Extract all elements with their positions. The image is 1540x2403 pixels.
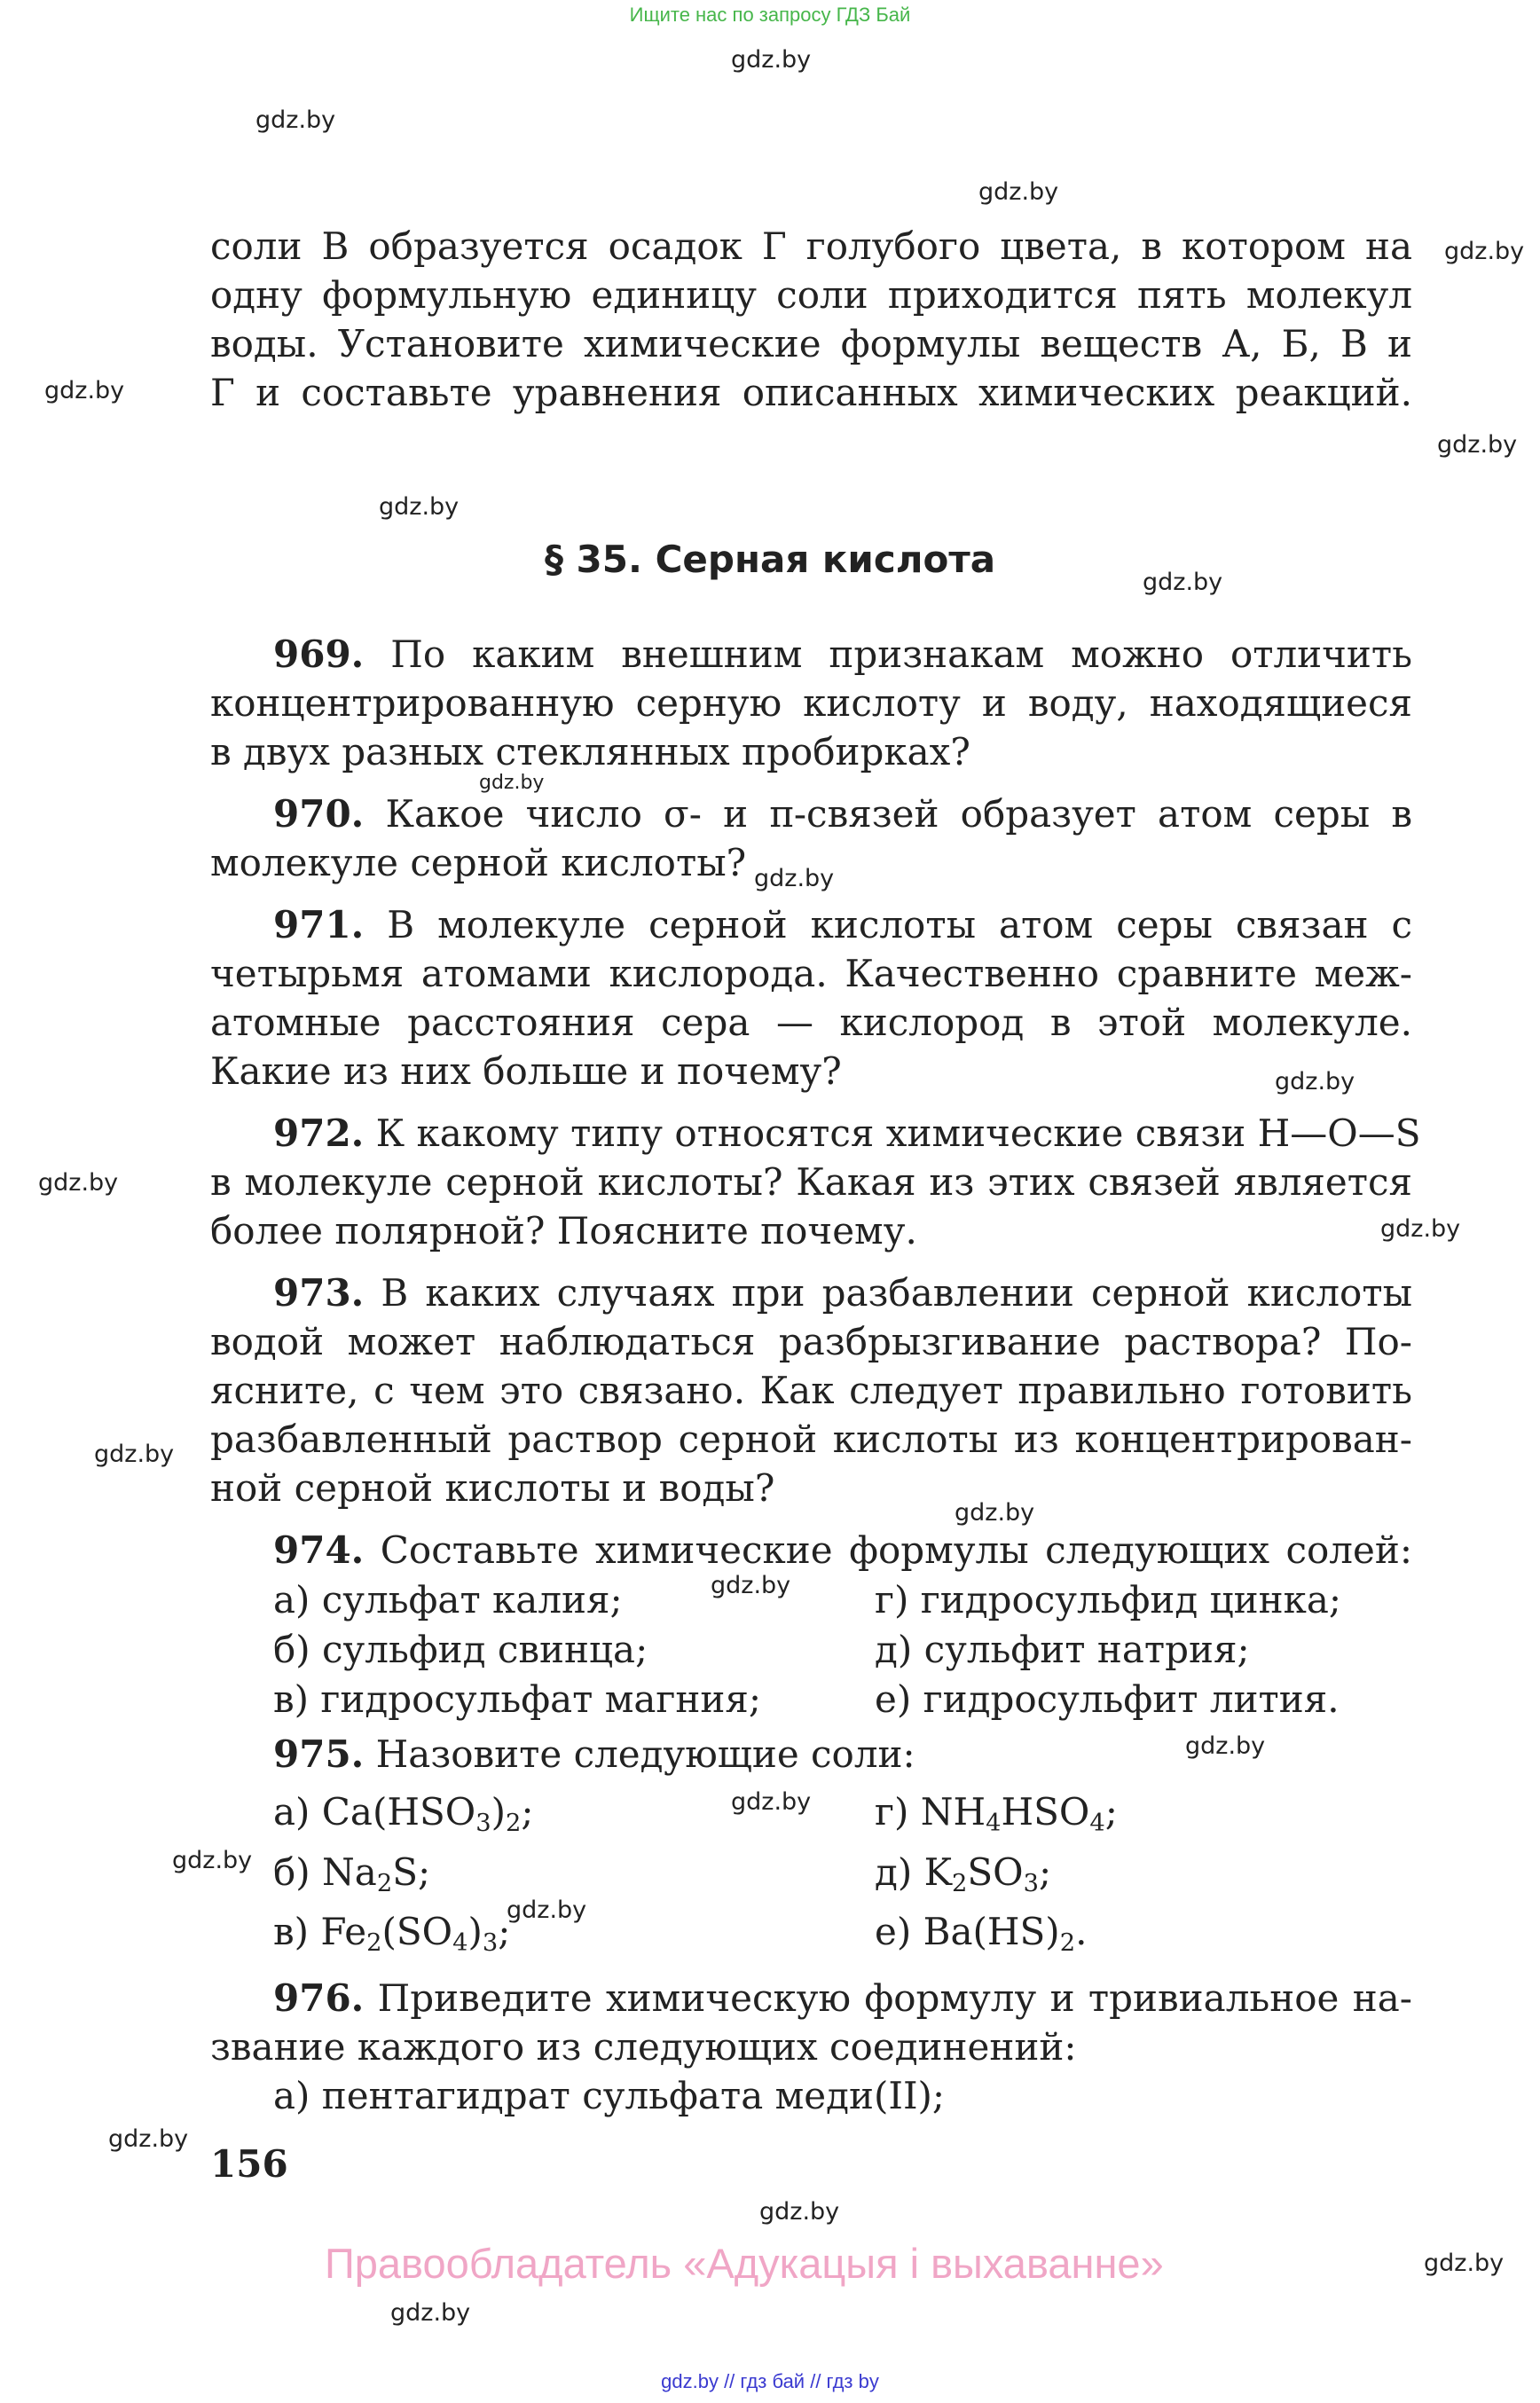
task-976-line — [273, 1974, 1412, 2022]
text-line: Г и составьте уравнения описанных химических реакций. — [210, 371, 1412, 414]
text-line: одну формульную единицу соли приходится пять молекул — [210, 273, 1412, 317]
formula-e: е) $Ba(HS)_2$. — [875, 1910, 1088, 1957]
formula-b: б) $Na_2S$; — [273, 1850, 431, 1897]
top-search-link[interactable]: Ищите нас по запросу ГДЗ Бай — [629, 4, 911, 26]
formula-a: а) $Ca(HSO_3)_2$; — [273, 1790, 534, 1837]
watermark: gdz.by — [955, 1499, 1035, 1527]
task-text: Приведите химическую формулу и тривиальное на- — [377, 1976, 1412, 2020]
task-text: Назовите следующие соли: — [375, 1732, 915, 1776]
watermark: gdz.by — [1143, 569, 1223, 596]
text-line: звание каждого из следующих соединений: — [210, 2025, 1077, 2069]
text-line: Какие из них больше и почему? — [210, 1049, 842, 1093]
task-text: В молекуле серной кислоты атом серы связан с — [387, 903, 1412, 946]
formula-v: в) $Fe_2(SO_4)_3$; — [273, 1910, 511, 1957]
option-g: г) гидросульфид цинка; — [875, 1578, 1342, 1622]
copyright-notice: Правообладатель «Адукацыя і выхаванне» — [325, 2240, 1164, 2287]
text-line: концентрированную серную кислоту и воду, находящиеся — [210, 681, 1412, 725]
option-b: б) сульфид свинца; — [273, 1628, 648, 1671]
footer-links[interactable]: gdz.by // гдз бай // гдз by — [661, 2370, 879, 2392]
section-title: § 35. Серная кислота — [544, 538, 996, 581]
watermark: gdz.by — [1275, 1068, 1355, 1095]
watermark: gdz.by — [44, 377, 125, 404]
text-line: ясните, с чем это связано. Как следует правильно готовить — [210, 1369, 1412, 1412]
task-number: 974. — [273, 1528, 365, 1572]
task-number: 971. — [273, 903, 365, 946]
task-text: К какому типу относятся химические связи H—O—S — [375, 1111, 1421, 1155]
formula-g: г) $NH_4HSO_4$; — [875, 1790, 1118, 1837]
text-line: разбавленный раствор серной кислоты из концентрирован- — [210, 1417, 1412, 1461]
task-number: 969. — [273, 632, 365, 676]
watermark: gdz.by — [108, 2125, 189, 2153]
task-number: 970. — [273, 792, 365, 836]
text-line: атомные расстояния сера — кислород в этой молекуле. — [210, 1001, 1412, 1044]
task-number: 975. — [273, 1732, 365, 1776]
watermark: gdz.by — [711, 1572, 791, 1599]
watermark: gdz.by — [38, 1169, 119, 1197]
task-969-line — [273, 630, 1412, 679]
text-line: соли В образуется осадок Г голубого цвета, в котором на — [210, 224, 1412, 268]
page-number: 156 — [210, 2142, 288, 2186]
watermark: gdz.by — [978, 178, 1059, 206]
task-973-line — [273, 1268, 1412, 1317]
text-line: более полярной? Поясните почему. — [210, 1209, 917, 1253]
option-d: д) сульфит натрия; — [875, 1628, 1250, 1671]
text-line: четырьмя атомами кислорода. Качественно сравните меж- — [210, 952, 1412, 995]
option-a: а) пентагидрат сульфата меди(II); — [273, 2074, 946, 2117]
watermark: gdz.by — [731, 46, 812, 74]
text-line: ной серной кислоты и воды? — [210, 1466, 775, 1510]
watermark: gdz.by — [390, 2299, 471, 2327]
text-line: молекуле серной кислоты? — [210, 841, 747, 884]
watermark: gdz.by — [255, 106, 336, 134]
watermark: gdz.by — [1424, 2250, 1505, 2277]
watermark: gdz.by — [754, 865, 835, 892]
task-number: 972. — [273, 1111, 365, 1155]
watermark: gdz.by — [172, 1847, 253, 1874]
text-line: в молекуле серной кислоты? Какая из этих связей является — [210, 1160, 1412, 1204]
task-text: Какое число σ- и π-связей образует атом серы в — [385, 792, 1412, 836]
text-line: водой может наблюдаться разбрызгивание раствора? По- — [210, 1320, 1412, 1363]
text-line: воды. Установите химические формулы веществ А, Б, В и — [210, 322, 1412, 365]
task-text: Составьте химические формулы следующих солей: — [380, 1528, 1412, 1572]
watermark: gdz.by — [479, 772, 545, 794]
task-974-line — [273, 1526, 1412, 1575]
watermark: gdz.by — [379, 493, 460, 521]
task-text: В каких случаях при разбавлении серной кислоты — [381, 1271, 1413, 1315]
formula-d: д) $K_2SO_3$; — [875, 1850, 1052, 1897]
watermark: gdz.by — [731, 1788, 812, 1816]
task-970-line — [273, 789, 1412, 838]
option-e: е) гидросульфит лития. — [875, 1677, 1340, 1721]
task-number: 976. — [273, 1976, 365, 2020]
task-975-line — [273, 1730, 1412, 1779]
option-v: в) гидросульфат магния; — [273, 1677, 762, 1721]
task-number: 973. — [273, 1271, 365, 1315]
watermark: gdz.by — [1444, 238, 1525, 265]
task-text: По каким внешним признакам можно отличить — [390, 632, 1412, 676]
watermark: gdz.by — [1437, 431, 1518, 459]
watermark: gdz.by — [1380, 1215, 1461, 1243]
task-972-line — [273, 1109, 1421, 1158]
watermark: gdz.by — [1185, 1732, 1266, 1760]
watermark: gdz.by — [507, 1896, 587, 1924]
watermark: gdz.by — [94, 1441, 175, 1468]
text-line: в двух разных стеклянных пробирках? — [210, 730, 970, 774]
watermark: gdz.by — [759, 2198, 840, 2226]
task-971-line — [273, 900, 1412, 949]
option-a: а) сульфат калия; — [273, 1578, 623, 1622]
